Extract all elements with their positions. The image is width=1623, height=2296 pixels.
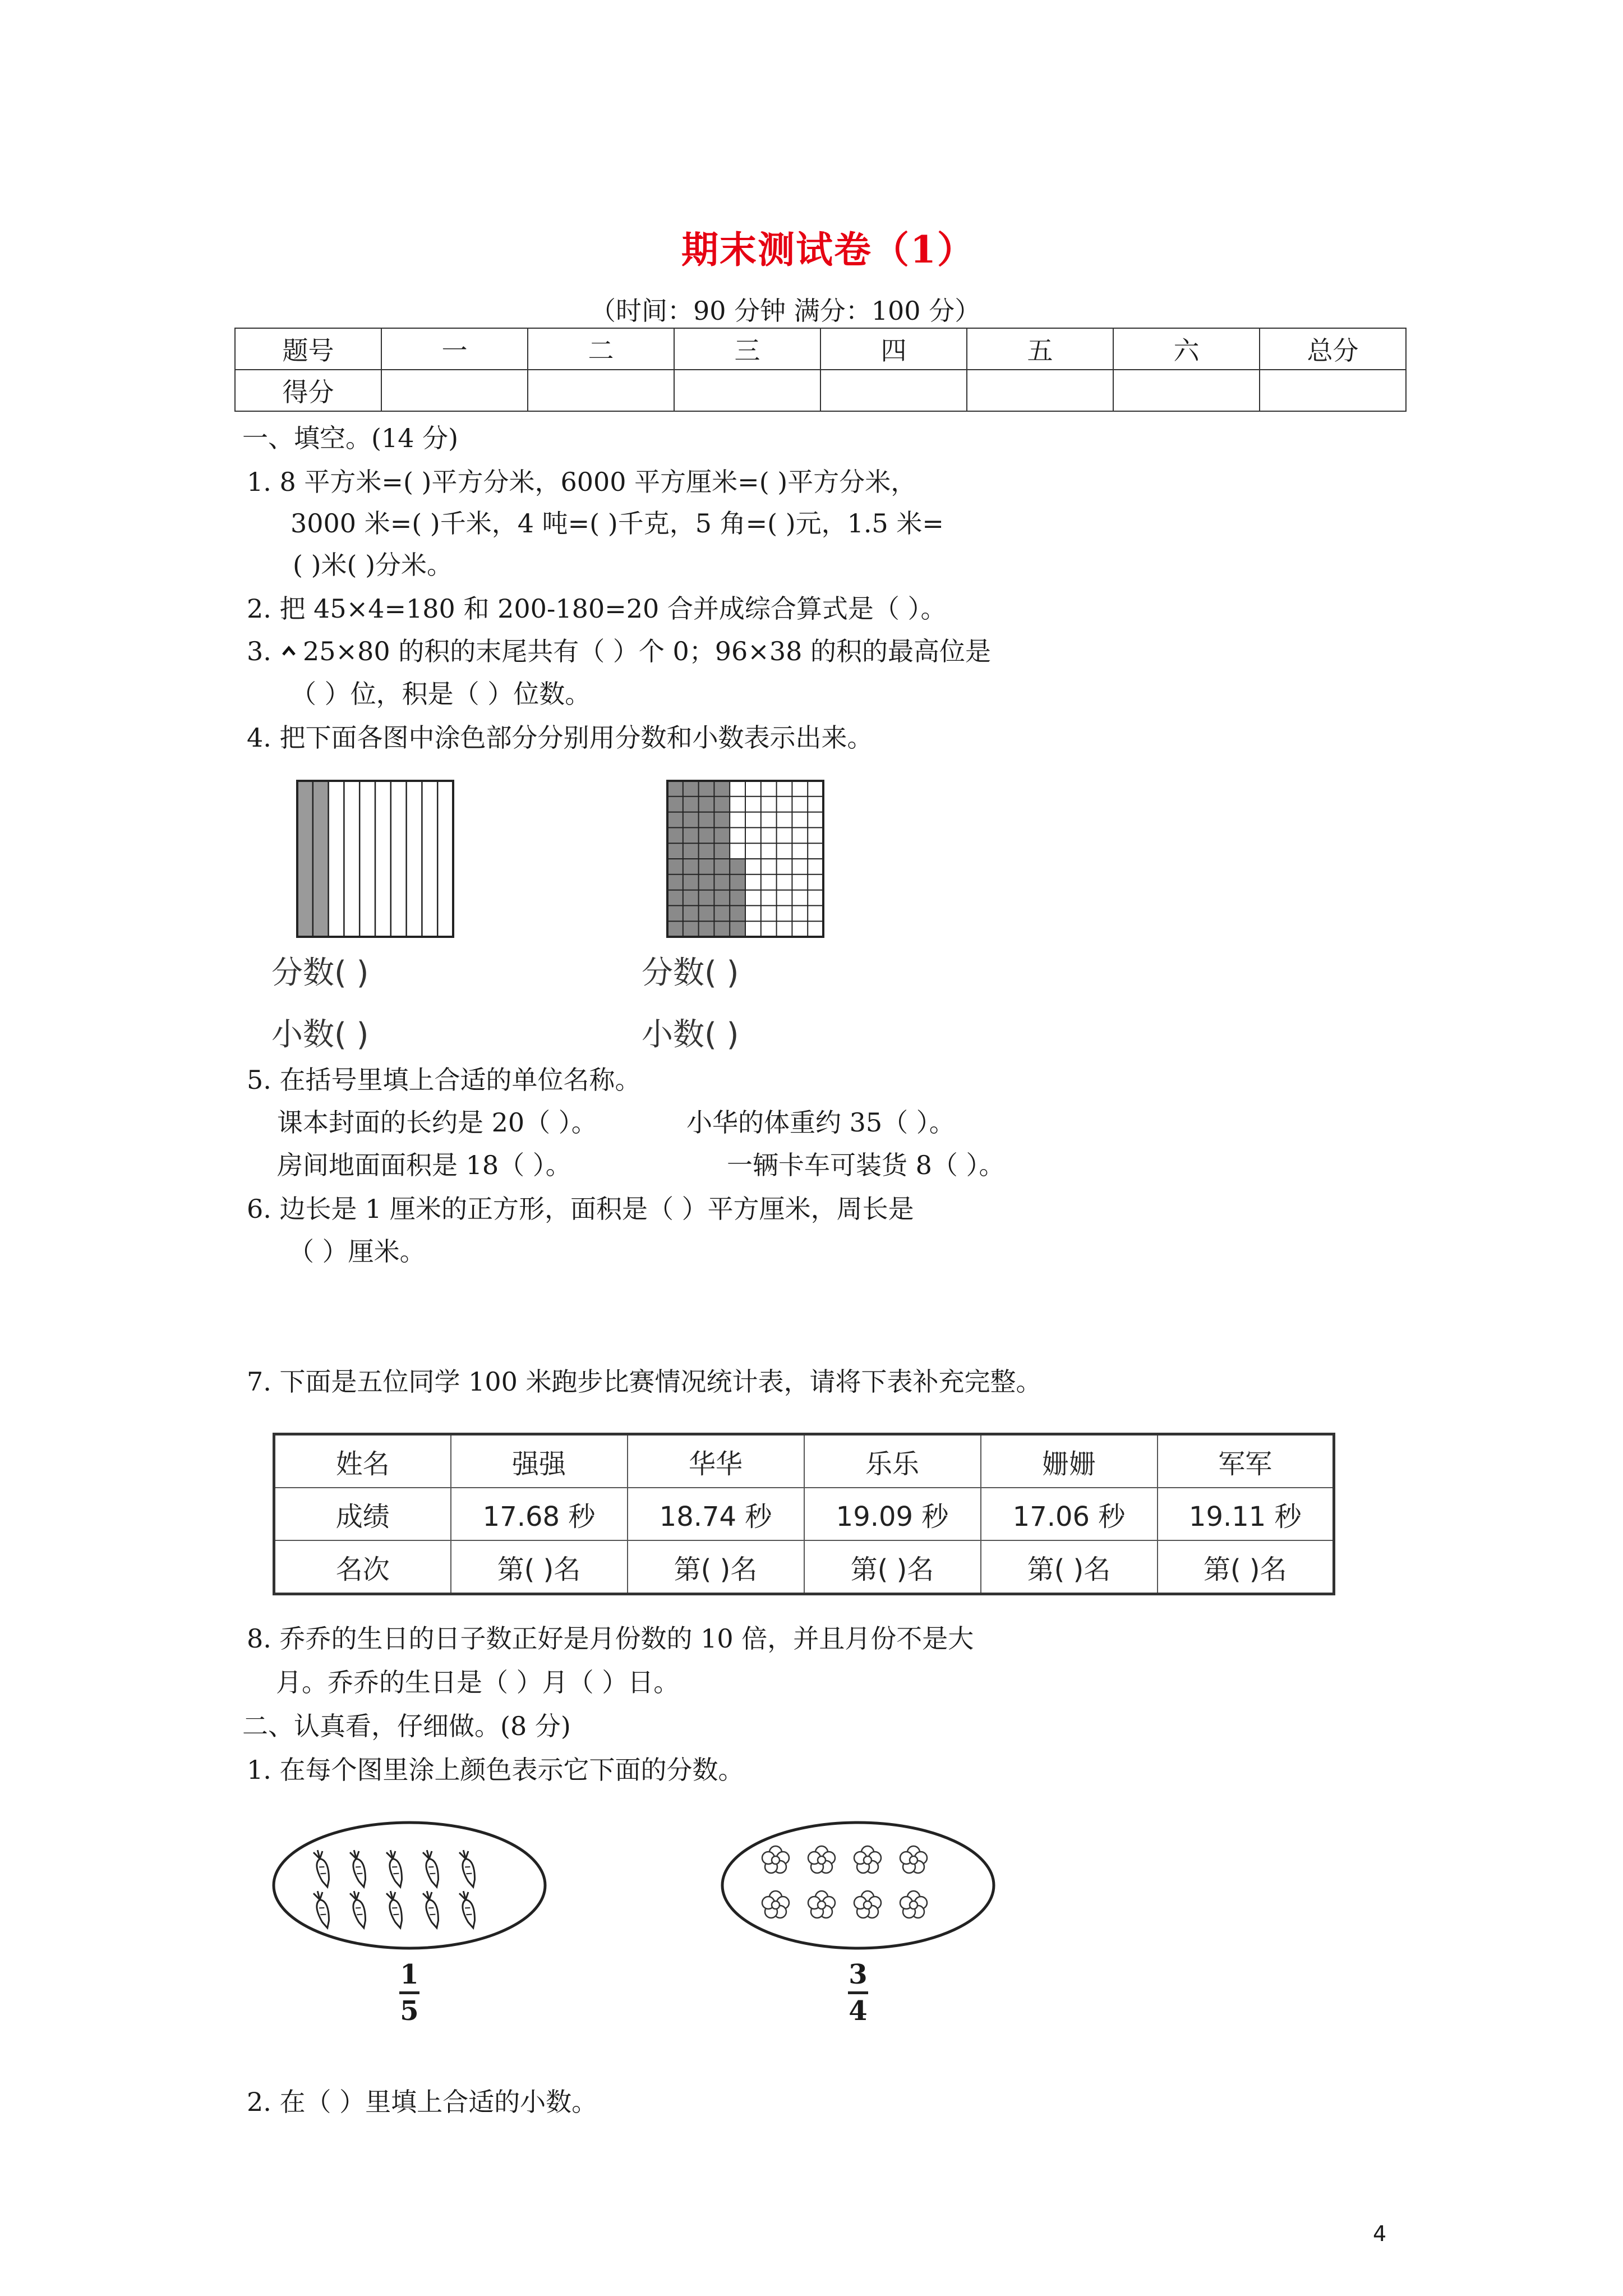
shaded-square	[667, 827, 683, 843]
shaded-square	[683, 905, 699, 921]
score-header-cell: 五	[967, 328, 1113, 370]
race-row-label: 名次	[274, 1540, 451, 1594]
shaded-square	[730, 905, 745, 921]
q1-line2: 3000 米=( )千米，4 吨=( )千克，5 角=( )元，1.5 米=	[291, 508, 944, 539]
shaded-square	[683, 859, 699, 875]
shaded-square	[699, 859, 714, 875]
exam-time-score-info: （时间：90 分钟 满分：100 分）	[590, 296, 981, 326]
shaded-square	[699, 827, 714, 843]
fig2-fraction-label: 分数( )	[642, 955, 739, 991]
shaded-square	[714, 859, 730, 875]
score-header-cell: 三	[674, 328, 820, 370]
fig2-decimal-label: 小数( )	[642, 1016, 739, 1053]
q3-number: 3.	[247, 636, 271, 666]
q5-text: 5. 在括号里填上合适的单位名称。	[247, 1065, 641, 1095]
caret-mark-icon	[282, 645, 296, 656]
q5-item-weight: 小华的体重约 35（ ）。	[686, 1107, 955, 1138]
shaded-square	[667, 905, 683, 921]
fraction-denominator: 4	[849, 1995, 868, 2027]
race-rank-cell[interactable]: 第( )名	[804, 1540, 981, 1594]
fraction-bar	[399, 1991, 419, 1994]
score-header-cell: 题号	[235, 328, 381, 370]
q6-line2: （ ）厘米。	[288, 1236, 426, 1267]
race-name-cell: 军军	[1158, 1434, 1334, 1488]
page-title: 期末测试卷（1）	[681, 228, 975, 272]
carrot-icon	[312, 1849, 478, 1930]
shaded-square	[683, 797, 699, 812]
s2-q1-text: 1. 在每个图里涂上颜色表示它下面的分数。	[247, 1755, 744, 1785]
score-entry-cell[interactable]	[967, 370, 1113, 411]
q3-line1: 25×80 的积的末尾共有（ ）个 0；96×38 的积的最高位是	[303, 636, 991, 666]
score-entry-cell[interactable]	[381, 370, 528, 411]
shaded-square	[714, 812, 730, 828]
shaded-square	[667, 875, 683, 890]
shaded-square	[667, 890, 683, 906]
shaded-square	[699, 921, 714, 937]
shaded-square	[730, 875, 745, 890]
score-header-cell: 总分	[1260, 328, 1406, 370]
q8-line2: 月。乔乔的生日是（ ）月（ ）日。	[276, 1667, 680, 1697]
race-name-row	[274, 1434, 1334, 1488]
race-time-cell: 19.09 秒	[804, 1488, 981, 1540]
shaded-square	[667, 843, 683, 859]
score-entry-cell[interactable]	[1260, 370, 1406, 411]
q3-line2: （ ）位，积是（ ）位数。	[291, 679, 591, 709]
flower-ellipse-figure	[718, 1815, 998, 1955]
fig1-decimal-label: 小数( )	[271, 1016, 369, 1053]
shaded-square	[714, 843, 730, 859]
fraction-numerator: 3	[849, 1959, 868, 1990]
q6-line1: 6. 边长是 1 厘米的正方形，面积是（ ）平方厘米，周长是	[247, 1194, 914, 1224]
race-time-cell: 18.74 秒	[628, 1488, 804, 1540]
fig2-hundred-grid	[666, 780, 824, 938]
shaded-square	[683, 827, 699, 843]
fig1-fraction-label: 分数( )	[271, 955, 369, 991]
shaded-square	[714, 827, 730, 843]
shaded-square	[699, 843, 714, 859]
shaded-square	[730, 921, 745, 937]
race-name-cell: 强强	[451, 1434, 628, 1488]
shaded-square	[683, 781, 699, 797]
q1-line1: 1. 8 平方米=( )平方分米，6000 平方厘米=( )平方分米，	[247, 467, 917, 497]
score-table-header-row	[235, 328, 1406, 370]
q5-item-book-length: 课本封面的长约是 20（ ）。	[277, 1107, 597, 1138]
shaded-square	[699, 812, 714, 828]
shaded-square	[667, 859, 683, 875]
shaded-square	[667, 921, 683, 937]
fig1-fraction	[393, 1959, 426, 2027]
score-entry-cell[interactable]	[528, 370, 674, 411]
s2-q2-text: 2. 在（ ）里填上合适的小数。	[247, 2087, 598, 2117]
section2-heading: 二、认真看，仔细做。(8 分)	[242, 1711, 571, 1741]
fraction-numerator: 1	[400, 1959, 419, 1990]
race-time-row	[274, 1488, 1334, 1540]
q8-line1: 8. 乔乔的生日的日子数正好是月份数的 10 倍，并且月份不是大	[247, 1623, 974, 1654]
shaded-square	[714, 890, 730, 906]
shaded-square	[683, 890, 699, 906]
race-rank-cell[interactable]: 第( )名	[1158, 1540, 1334, 1594]
race-time-cell: 17.68 秒	[451, 1488, 628, 1540]
shaded-square	[699, 890, 714, 906]
shaded-square	[714, 905, 730, 921]
race-row-label: 姓名	[274, 1434, 451, 1488]
fig1-strip-rectangle	[296, 780, 454, 938]
race-rank-cell[interactable]: 第( )名	[981, 1540, 1158, 1594]
q2-text: 2. 把 45×4=180 和 200-180=20 合并成综合算式是（ ）。	[247, 593, 947, 624]
shaded-square	[699, 781, 714, 797]
fraction-denominator: 5	[400, 1995, 419, 2027]
shaded-square	[683, 812, 699, 828]
q5-item-truck-load: 一辆卡车可装货 8（ ）。	[727, 1150, 1005, 1180]
flower-icon	[762, 1846, 927, 1918]
score-entry-cell[interactable]	[674, 370, 820, 411]
shaded-square	[667, 781, 683, 797]
q1-line3: ( )米( )分米。	[293, 550, 453, 580]
score-row-label: 得分	[235, 370, 381, 411]
score-header-cell: 二	[528, 328, 674, 370]
carrot-ellipse-figure	[269, 1815, 550, 1955]
score-table-score-row	[235, 370, 1406, 411]
race-row-label: 成绩	[274, 1488, 451, 1540]
score-table	[234, 328, 1407, 412]
shaded-square	[714, 797, 730, 812]
race-time-cell: 19.11 秒	[1158, 1488, 1334, 1540]
score-header-cell: 四	[820, 328, 967, 370]
shaded-square	[730, 890, 745, 906]
shaded-strip	[297, 781, 313, 937]
race-rank-row	[274, 1540, 1334, 1594]
shaded-square	[667, 797, 683, 812]
score-header-cell: 一	[381, 328, 528, 370]
shaded-square	[730, 859, 745, 875]
q7-text: 7. 下面是五位同学 100 米跑步比赛情况统计表，请将下表补充完整。	[247, 1366, 1042, 1397]
shaded-square	[683, 875, 699, 890]
fig2-fraction	[841, 1959, 875, 2027]
q4-text: 4. 把下面各图中涂色部分分别用分数和小数表示出来。	[247, 723, 873, 753]
score-entry-cell[interactable]	[820, 370, 967, 411]
shaded-square	[714, 781, 730, 797]
race-rank-cell[interactable]: 第( )名	[628, 1540, 804, 1594]
race-rank-cell[interactable]: 第( )名	[451, 1540, 628, 1594]
shaded-square	[699, 905, 714, 921]
race-name-cell: 乐乐	[804, 1434, 981, 1488]
race-name-cell: 姗姗	[981, 1434, 1158, 1488]
shaded-square	[683, 843, 699, 859]
shaded-square	[699, 875, 714, 890]
race-results-table	[273, 1433, 1335, 1595]
race-time-cell: 17.06 秒	[981, 1488, 1158, 1540]
q5-item-floor-area: 房间地面面积是 18（ ）。	[277, 1150, 571, 1180]
page-number: 4	[1373, 2221, 1387, 2246]
score-entry-cell[interactable]	[1113, 370, 1260, 411]
shaded-square	[714, 921, 730, 937]
race-name-cell: 华华	[628, 1434, 804, 1488]
shaded-square	[699, 797, 714, 812]
shaded-square	[683, 921, 699, 937]
shaded-square	[667, 812, 683, 828]
shaded-square	[714, 875, 730, 890]
section1-heading: 一、填空。(14 分)	[242, 423, 459, 453]
fraction-bar	[848, 1991, 868, 1994]
score-header-cell: 六	[1113, 328, 1260, 370]
shaded-strip	[313, 781, 329, 937]
